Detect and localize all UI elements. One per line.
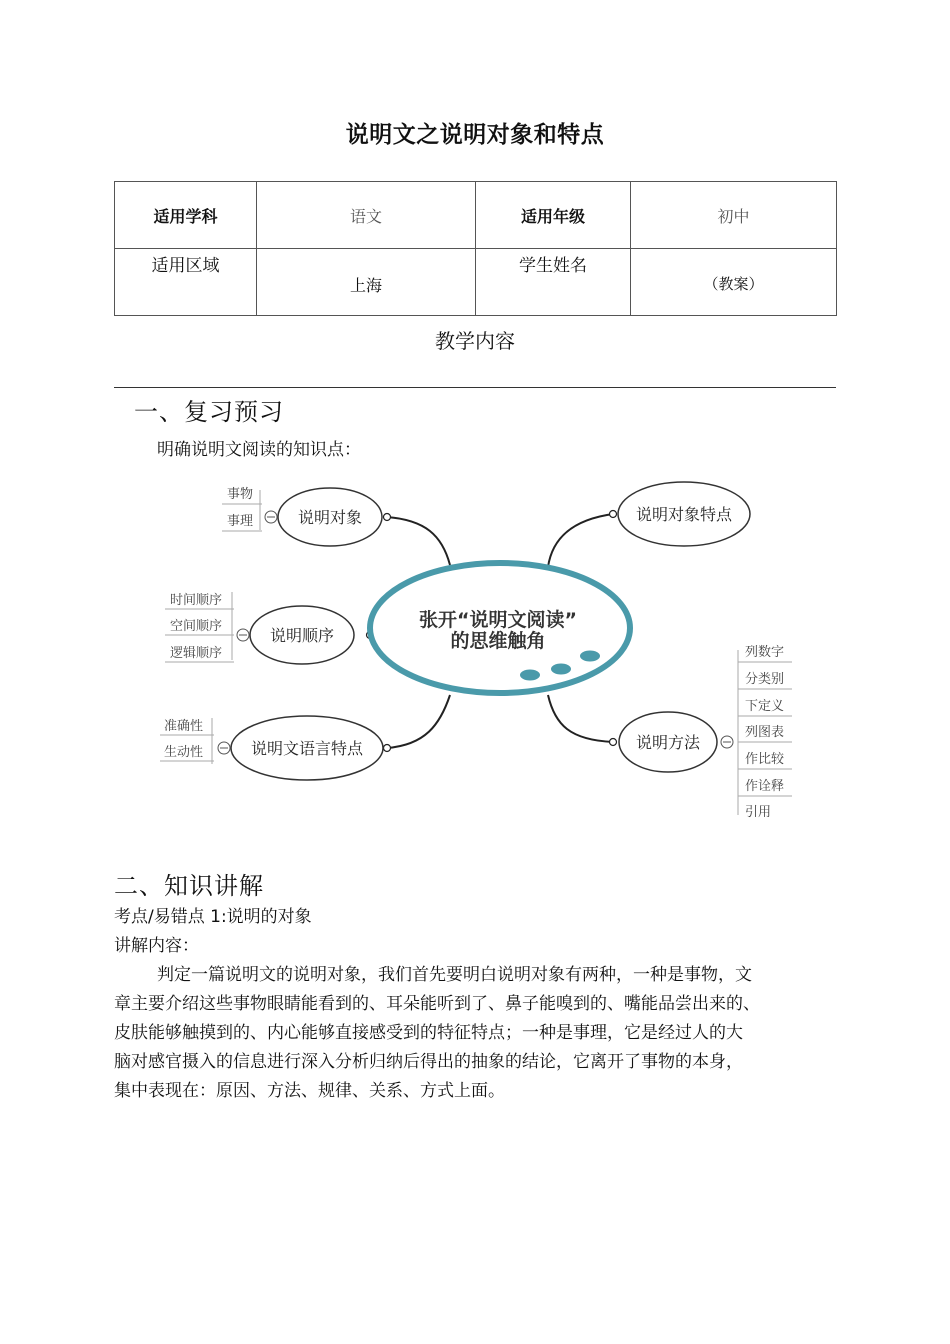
explanation-label: 讲解内容：: [114, 936, 199, 956]
order-child-2: 逻辑顺序: [170, 646, 223, 661]
method-child-1: 分类别: [745, 672, 785, 687]
order-child-0: 时间顺序: [170, 593, 223, 608]
order-child-1: 空间顺序: [170, 619, 223, 634]
node-order-label: 说明顺序: [269, 626, 335, 645]
document-title: 说明文之说明对象和特点: [345, 122, 605, 148]
method-child-3: 列图表: [745, 725, 785, 740]
section2-heading: 二、知识讲解: [114, 872, 264, 900]
para-line-5: 集中表现在：原因、方法、规律、关系、方式上面。: [114, 1081, 505, 1101]
region-value: 上海: [349, 276, 382, 295]
subject-label: 适用学科: [115, 182, 257, 249]
section1-heading: 一、复习预习: [134, 398, 284, 426]
node-object-features-label: 说明对象特点: [635, 505, 733, 524]
region-label: 适用区域: [151, 256, 220, 276]
grade-value: 初中: [631, 182, 837, 249]
object-child-0: 事物: [227, 487, 254, 502]
grade-label: 适用年级: [476, 182, 631, 249]
mindmap: [150, 470, 810, 820]
node-method-label: 说明方法: [635, 733, 701, 752]
para-line-3: 皮肤能够触摸到的、内心能够直接感受到的特征特点；一种是事理，它是经过人的大: [114, 1023, 743, 1043]
para-line-2: 章主要介绍这些事物眼睛能看到的、耳朵能听到了、鼻子能嗅到的、嘴能品尝出来的、: [114, 994, 760, 1014]
method-child-6: 引用: [745, 805, 772, 820]
section-divider: [114, 387, 836, 388]
para-line-1: 判定一篇说明文的说明对象，我们首先要明白说明对象有两种，一种是事物，文: [157, 965, 752, 985]
method-child-4: 作比较: [745, 752, 785, 767]
node-language-label: 说明文语言特点: [250, 739, 364, 758]
center-line2: 的思维触角: [450, 630, 546, 652]
method-child-0: 列数字: [745, 645, 785, 660]
subject-value: 语文: [257, 182, 476, 249]
student-label: 学生姓名: [519, 256, 587, 276]
method-child-5: 作诠释: [745, 779, 785, 794]
teaching-content-heading: 教学内容: [435, 329, 515, 353]
language-child-1: 生动性: [164, 745, 204, 760]
object-child-1: 事理: [227, 514, 254, 529]
knowledge-point: 考点/易错点 1:说明的对象: [114, 907, 312, 927]
language-child-0: 准确性: [164, 719, 204, 734]
info-table: [114, 181, 837, 316]
student-value: （教案）: [703, 275, 764, 293]
node-object-label: 说明对象: [297, 508, 363, 527]
center-line1: 张开“说明文阅读”: [419, 609, 577, 631]
method-child-2: 下定义: [745, 699, 785, 714]
section1-intro: 明确说明文阅读的知识点：: [157, 440, 361, 460]
para-line-4: 脑对感官摄入的信息进行深入分析归纳后得出的抽象的结论，它离开了事物的本身，: [114, 1052, 743, 1072]
